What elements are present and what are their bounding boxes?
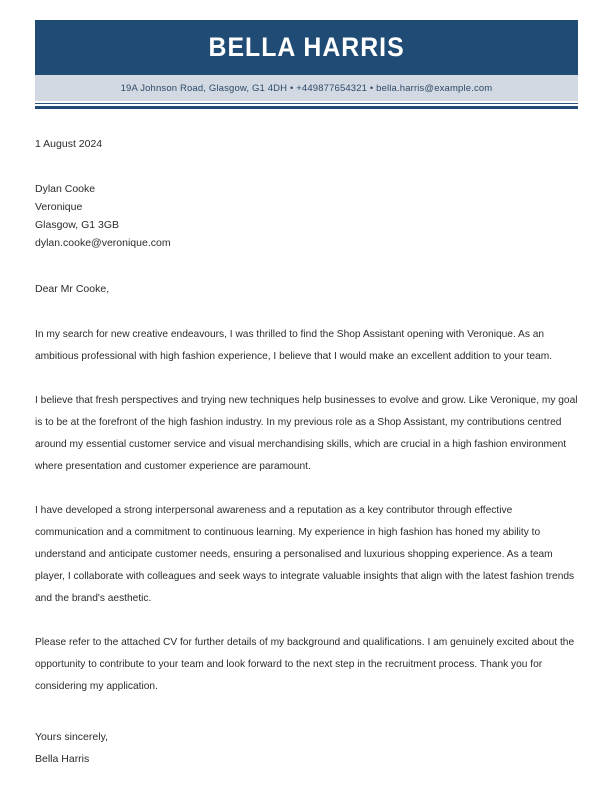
recipient-company: Veronique — [35, 201, 83, 213]
letterhead — [35, 20, 578, 109]
closing-block — [35, 726, 578, 770]
applicant-name: BELLA HARRIS — [208, 32, 405, 62]
letter-paragraph: I have developed a strong interpersonal awareness and a reputation as a key contributor through effective communication and a commitment to continuous learning. My experience in high fashion has honed my ability to understand and anticipate customer needs, ensuring a personalised and luxurious shopping experience. As a team player, I collaborate with colleagues and seek ways to integrate valuable insights that align with the latest fashion trends and the brand's aesthetic. — [35, 505, 575, 604]
letter-body — [35, 136, 578, 770]
contact-details: 19A Johnson Road, Glasgow, G1 4DH • +449877654321 • bella.harris@example.com — [120, 82, 493, 94]
recipient-name: Dylan Cooke — [35, 183, 96, 195]
letter-paragraph: In my search for new creative endeavours, I was thrilled to find the Shop Assistant opening with Veronique. As an ambitious professional with high fashion experience, I believe that I would make an excellent addition to your team. — [35, 329, 553, 362]
contact-banner — [35, 75, 578, 101]
salutation: Dear Mr Cooke, — [35, 283, 110, 295]
name-banner — [35, 20, 578, 75]
recipient-address: Glasgow, G1 3GB — [35, 219, 120, 231]
letter-date: 1 August 2024 — [35, 138, 103, 150]
divider-thick-rule — [35, 106, 578, 109]
recipient-email: dylan.cooke@veronique.com — [35, 237, 171, 249]
closing-salutation: Yours sincerely, — [35, 731, 108, 743]
signature-name: Bella Harris — [35, 753, 90, 765]
letter-paragraph: I believe that fresh perspectives and trying new techniques help businesses to evolve and grow. Like Veronique, my goal is to be at the forefront of the high fashion industry. In my previous role as a Shop Assistant, my contributions centred around my essential customer service and visual merchandising skills, which are crucial in a high fashion environment where presentation and customer experience are paramount. — [35, 395, 578, 472]
header-divider — [35, 103, 578, 109]
letter-paragraph: Please refer to the attached CV for further details of my background and qualifications. I am genuinely excited about the opportunity to contribute to your team and look forward to the next step in the recruitment process. Thank you for considering my application. — [35, 637, 575, 692]
recipient-block — [35, 180, 578, 252]
